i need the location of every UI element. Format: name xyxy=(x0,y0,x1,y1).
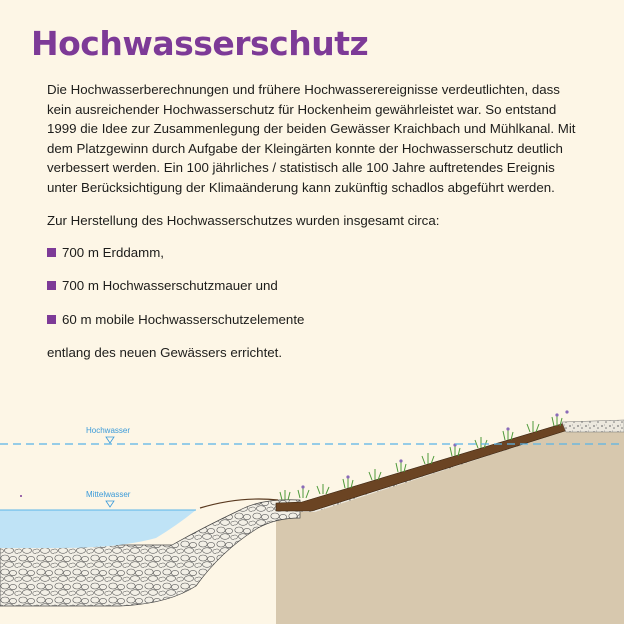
edge-marker-dot xyxy=(20,495,22,497)
mean-level-marker-icon xyxy=(106,501,114,507)
list-item xyxy=(47,243,577,263)
mean-level-label: Mittelwasser xyxy=(86,490,131,499)
water-body xyxy=(0,510,196,548)
closing-paragraph: entlang des neuen Gewässers errichtet. xyxy=(47,345,283,360)
square-bullet-icon xyxy=(47,248,56,257)
flood-protection-diagram xyxy=(0,400,624,624)
crest-gravel-cap xyxy=(562,420,624,432)
list-lead: Zur Herstellung des Hochwasserschutzes wurden insgesamt circa: xyxy=(47,213,440,228)
flood-level-marker-icon xyxy=(106,437,114,443)
intro-paragraph: Die Hochwasserberechnungen und frühere Hochwasserereignisse verdeutlichten, dass kein ausreichender Hochwasserschutz für Hockenheim gewährleistet war. So entstand 1999 die Idee zur Zusammenlegung der beiden Gewässer Kraichbach und Mühlkanal. Mit dem Platzgewinn durch Aufgabe der Kleingärten konnte der Hochwasserschutz deutlich verbessert werden. Ein 100 jährliches / statistisch alle 100 Jahre auftretendes Ereignis unter Berücksichtigung der Klimaänderung kann zukünftig schadlos abgeführt werden. xyxy=(47,82,576,195)
content-body xyxy=(47,80,577,363)
page-title: Hochwasserschutz xyxy=(31,24,369,63)
dam-soil-body xyxy=(276,424,624,624)
square-bullet-icon xyxy=(47,281,56,290)
list-item-text: 700 m Hochwasserschutzmauer und xyxy=(62,278,278,293)
measures-list xyxy=(47,243,577,330)
list-item xyxy=(47,276,577,296)
list-item xyxy=(47,310,577,330)
flood-level-label: Hochwasser xyxy=(86,426,131,435)
list-item-text: 60 m mobile Hochwasserschutzelemente xyxy=(62,311,305,327)
list-item-text: 700 m Erddamm, xyxy=(62,244,164,260)
square-bullet-icon xyxy=(47,315,56,324)
